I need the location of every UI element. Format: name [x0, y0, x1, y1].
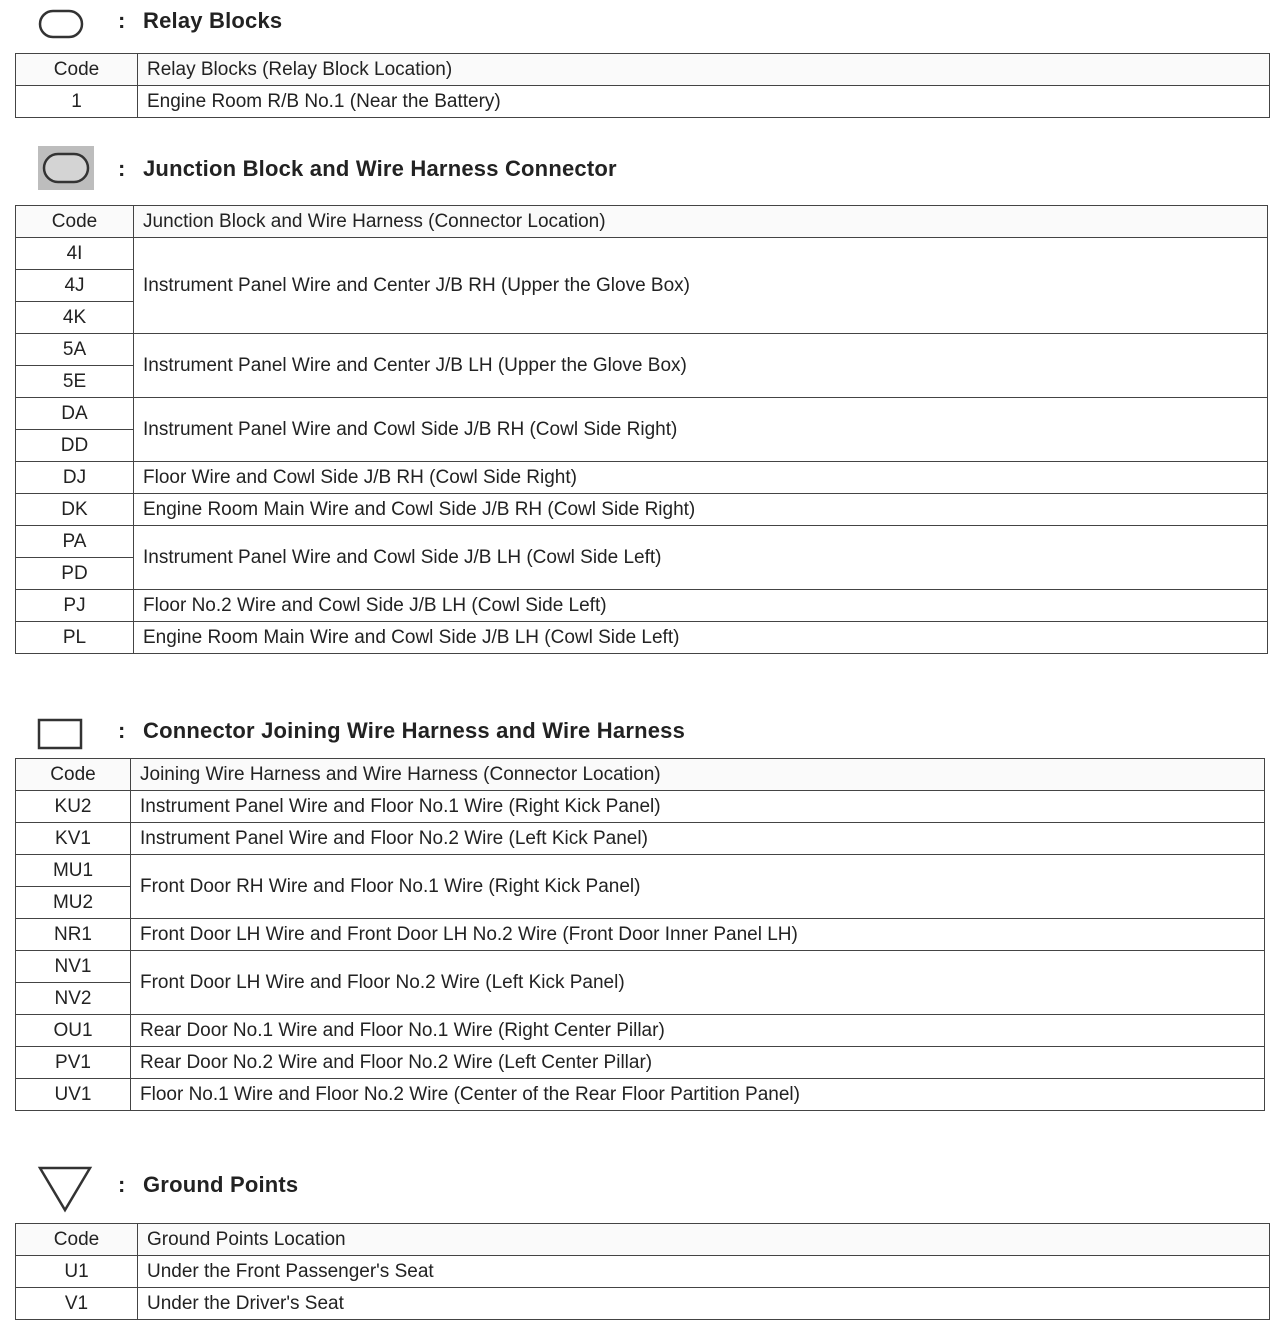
code-header: Code [16, 54, 138, 86]
description-header: Joining Wire Harness and Wire Harness (Connector Location) [131, 759, 1265, 791]
table-row [16, 1079, 1265, 1111]
code-cell: KV1 [16, 823, 131, 855]
table-row [16, 398, 1268, 430]
description-cell: Front Door LH Wire and Front Door LH No.2 Wire (Front Door Inner Panel LH) [131, 919, 1265, 951]
code-cell: PL [16, 622, 134, 654]
code-cell: 4I [16, 238, 134, 270]
junction-block-table [15, 205, 1268, 654]
relay-blocks-heading [0, 2, 1280, 46]
table-row [16, 238, 1268, 270]
code-cell: NV1 [16, 951, 131, 983]
ground-points-heading [0, 1166, 1280, 1210]
code-cell: PV1 [16, 1047, 131, 1079]
code-header: Code [16, 1224, 138, 1256]
table-row [16, 1015, 1265, 1047]
code-header: Code [16, 206, 134, 238]
code-cell: KU2 [16, 791, 131, 823]
code-cell: 4J [16, 270, 134, 302]
code-cell: 5A [16, 334, 134, 366]
description-cell: Engine Room Main Wire and Cowl Side J/B LH (Cowl Side Left) [134, 622, 1268, 654]
code-cell: 4K [16, 302, 134, 334]
description-cell: Front Door RH Wire and Floor No.1 Wire (Right Kick Panel) [131, 855, 1265, 919]
connector-table [15, 758, 1265, 1111]
code-cell: NV2 [16, 983, 131, 1015]
description-cell: Instrument Panel Wire and Cowl Side J/B RH (Cowl Side Right) [134, 398, 1268, 462]
table-header-row [16, 1224, 1270, 1256]
code-cell: U1 [16, 1256, 138, 1288]
code-cell: DJ [16, 462, 134, 494]
description-cell: Instrument Panel Wire and Center J/B LH (Upper the Glove Box) [134, 334, 1268, 398]
description-cell: Engine Room R/B No.1 (Near the Battery) [138, 86, 1270, 118]
description-cell: Floor No.1 Wire and Floor No.2 Wire (Center of the Rear Floor Partition Panel) [131, 1079, 1265, 1111]
table-header-row [16, 759, 1265, 791]
description-cell: Instrument Panel Wire and Floor No.2 Wire (Left Kick Panel) [131, 823, 1265, 855]
description-cell: Engine Room Main Wire and Cowl Side J/B RH (Cowl Side Right) [134, 494, 1268, 526]
description-cell: Under the Front Passenger's Seat [138, 1256, 1270, 1288]
description-cell: Floor No.2 Wire and Cowl Side J/B LH (Cowl Side Left) [134, 590, 1268, 622]
heading-colon: : [118, 718, 126, 743]
table-row [16, 86, 1270, 118]
code-cell: MU1 [16, 855, 131, 887]
description-header: Relay Blocks (Relay Block Location) [138, 54, 1270, 86]
description-header: Ground Points Location [138, 1224, 1270, 1256]
junction-block-heading [0, 150, 1280, 194]
table-row [16, 526, 1268, 558]
junction-block-shaded-oval-icon [36, 144, 96, 194]
code-cell: PA [16, 526, 134, 558]
section-title: Relay Blocks [143, 8, 283, 33]
heading-colon: : [118, 8, 126, 33]
table-row [16, 334, 1268, 366]
description-cell: Rear Door No.2 Wire and Floor No.2 Wire (Left Center Pillar) [131, 1047, 1265, 1079]
code-cell: MU2 [16, 887, 131, 919]
table-row [16, 1047, 1265, 1079]
code-cell: PD [16, 558, 134, 590]
description-cell: Instrument Panel Wire and Cowl Side J/B LH (Cowl Side Left) [134, 526, 1268, 590]
section-title: Connector Joining Wire Harness and Wire Harness [143, 718, 686, 743]
table-row [16, 791, 1265, 823]
description-header: Junction Block and Wire Harness (Connector Location) [134, 206, 1268, 238]
heading-colon: : [118, 156, 126, 181]
table-row [16, 494, 1268, 526]
connector-heading [0, 712, 1280, 756]
relay-blocks-table [15, 53, 1270, 118]
section-title: Ground Points [143, 1172, 299, 1197]
table-row [16, 590, 1268, 622]
code-cell: DD [16, 430, 134, 462]
table-row [16, 1288, 1270, 1320]
section-title: Junction Block and Wire Harness Connector [143, 156, 617, 181]
code-cell: PJ [16, 590, 134, 622]
description-cell: Front Door LH Wire and Floor No.2 Wire (Left Kick Panel) [131, 951, 1265, 1015]
code-cell: DA [16, 398, 134, 430]
table-row [16, 855, 1265, 887]
table-row [16, 462, 1268, 494]
description-cell: Instrument Panel Wire and Floor No.1 Wire (Right Kick Panel) [131, 791, 1265, 823]
ground-point-triangle-icon [36, 1164, 96, 1214]
description-cell: Floor Wire and Cowl Side J/B RH (Cowl Side Right) [134, 462, 1268, 494]
connector-rectangle-icon [36, 716, 86, 754]
table-row [16, 1256, 1270, 1288]
table-header-row [16, 54, 1270, 86]
ground-points-table [15, 1223, 1270, 1320]
description-cell: Instrument Panel Wire and Center J/B RH (Upper the Glove Box) [134, 238, 1268, 334]
description-cell: Rear Door No.1 Wire and Floor No.1 Wire (Right Center Pillar) [131, 1015, 1265, 1047]
code-cell: 5E [16, 366, 134, 398]
code-cell: OU1 [16, 1015, 131, 1047]
table-row [16, 951, 1265, 983]
table-row [16, 919, 1265, 951]
code-cell: UV1 [16, 1079, 131, 1111]
code-cell: V1 [16, 1288, 138, 1320]
code-cell: NR1 [16, 919, 131, 951]
relay-block-oval-icon [36, 6, 88, 42]
table-row [16, 622, 1268, 654]
heading-colon: : [118, 1172, 126, 1197]
table-row [16, 823, 1265, 855]
code-cell: DK [16, 494, 134, 526]
description-cell: Under the Driver's Seat [138, 1288, 1270, 1320]
table-header-row [16, 206, 1268, 238]
code-header: Code [16, 759, 131, 791]
code-cell: 1 [16, 86, 138, 118]
